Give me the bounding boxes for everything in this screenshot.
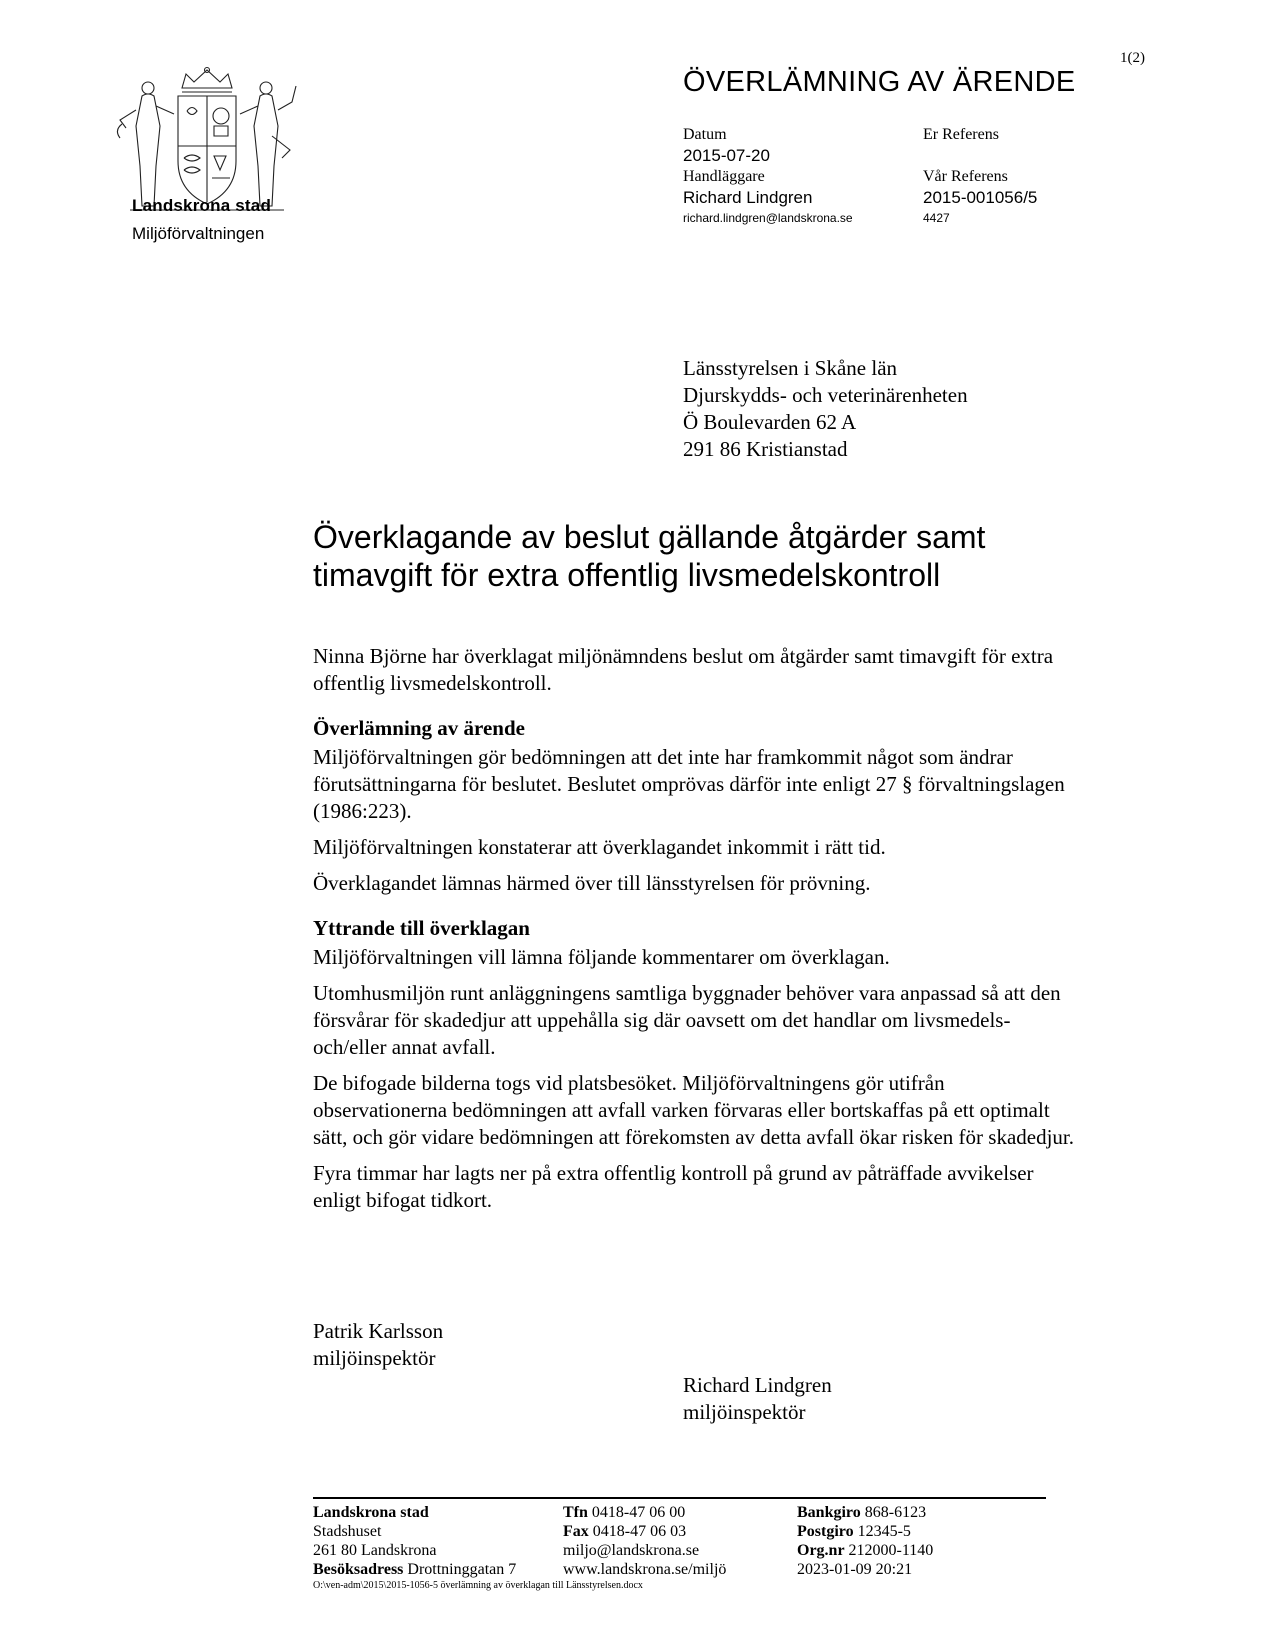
- heading-line: Överklagande av beslut gällande åtgärder samt: [313, 519, 986, 555]
- date-value: 2015-07-20: [683, 146, 770, 165]
- page-number: 1(2): [1120, 50, 1145, 66]
- footer-file-path: O:\ven-adm\2015\2015-1056-5 överlämning av överklagan till Länsstyrelsen.docx: [313, 1580, 643, 1591]
- org-department: Miljöförvaltningen: [132, 224, 265, 243]
- footer-tfn-value: 0418-47 06 00: [591, 1504, 686, 1521]
- our-reference-sub: 4427: [923, 211, 950, 225]
- footer-column-finance: [797, 1503, 933, 1579]
- body-paragraph: Miljöförvaltningen konstaterar att överklagandet inkommit i rätt tid.: [313, 835, 886, 859]
- section-heading-statement: Yttrande till överklagan: [313, 916, 530, 940]
- body-paragraph: Miljöförvaltningen gör bedömningen att det inte har framkommit något som ändrar förutsättningarna för beslutet. Beslutet omprövas därför inte enligt 27 § förvaltningslagen (1986:223).: [313, 745, 1065, 823]
- footer-email: miljo@landskrona.se: [563, 1542, 700, 1559]
- body-paragraph: De bifogade bilderna togs vid platsbesöket. Miljöförvaltningens gör utifrån observationerna bedömningen att avfall varken förvaras eller bortskaffas på ett optimalt sätt, och gör vidare bedömningen att förekomsten av detta avfall ökar risken för skadedjur.: [313, 1071, 1075, 1149]
- date-label: Datum: [683, 126, 727, 143]
- coat-of-arms-logo: [112, 66, 302, 216]
- our-reference-value: 2015-001056/5: [923, 188, 1038, 207]
- handler-email: richard.lindgren@landskrona.se: [683, 211, 853, 225]
- footer-orgnr-label: Org.nr: [797, 1542, 845, 1559]
- letter-body: [313, 643, 1083, 1223]
- recipient-line: Ö Boulevarden 62 A: [683, 410, 857, 434]
- footer-column-address: [313, 1503, 516, 1579]
- footer-tfn-label: Tfn: [563, 1504, 588, 1521]
- recipient-line: Länsstyrelsen i Skåne län: [683, 356, 898, 380]
- footer-postal: 261 80 Landskrona: [313, 1542, 437, 1559]
- footer-visit-value: Drottninggatan 7: [407, 1561, 517, 1578]
- org-name: Landskrona stad: [132, 196, 272, 215]
- their-reference-label: Er Referens: [923, 126, 999, 143]
- body-paragraph: Miljöförvaltningen vill lämna följande kommentarer om överklagan.: [313, 945, 890, 969]
- footer-orgnr-value: 212000-1140: [848, 1542, 934, 1559]
- footer-bankgiro-value: 868-6123: [864, 1504, 927, 1521]
- recipient-line: 291 86 Kristianstad: [683, 437, 848, 461]
- footer-divider: [313, 1497, 1046, 1499]
- footer-printed-date: 2023-01-09 20:21: [797, 1561, 913, 1578]
- signatory-title: miljöinspektör: [683, 1400, 806, 1424]
- footer-column-contact: [563, 1503, 726, 1579]
- footer-org-name: Landskrona stad: [313, 1504, 429, 1521]
- heading-line: timavgift för extra offentlig livsmedelskontroll: [313, 557, 941, 593]
- intro-paragraph: Ninna Björne har överklagat miljönämndens beslut om åtgärder samt timavgift för extra offentlig livsmedelskontroll.: [313, 644, 1054, 695]
- handler-name: Richard Lindgren: [683, 188, 813, 207]
- section-heading-transfer: Överlämning av ärende: [313, 716, 525, 740]
- footer-fax-value: 0418-47 06 03: [592, 1523, 687, 1540]
- footer-visit-label: Besöksadress: [313, 1561, 404, 1578]
- body-paragraph: Överklagandet lämnas härmed över till länsstyrelsen för prövning.: [313, 871, 871, 895]
- signature-block-1: [313, 1318, 443, 1372]
- handler-label: Handläggare: [683, 168, 765, 185]
- letter-heading: [313, 518, 1133, 594]
- footer-postgiro-value: 12345-5: [857, 1523, 911, 1540]
- signatory-name: Patrik Karlsson: [313, 1319, 444, 1343]
- recipient-line: Djurskydds- och veterinärenheten: [683, 383, 968, 407]
- body-paragraph: Fyra timmar har lagts ner på extra offentlig kontroll på grund av påträffade avvikelser enligt bifogat tidkort.: [313, 1161, 1034, 1212]
- signatory-title: miljöinspektör: [313, 1346, 436, 1370]
- document-title: ÖVERLÄMNING AV ÄRENDE: [683, 66, 1076, 98]
- footer-postgiro-label: Postgiro: [797, 1523, 854, 1540]
- our-reference-label: Vår Referens: [923, 168, 1008, 185]
- footer-website: www.landskrona.se/miljö: [563, 1561, 727, 1578]
- footer-fax-label: Fax: [563, 1523, 589, 1540]
- footer-building: Stadshuset: [313, 1523, 382, 1540]
- footer-bankgiro-label: Bankgiro: [797, 1504, 861, 1521]
- signature-block-2: [683, 1372, 832, 1426]
- body-paragraph: Utomhusmiljön runt anläggningens samtliga byggnader behöver vara anpassad så att den försvårar för skadedjur att uppehålla sig där oavsett om det handlar om livsmedels- och/eller annat avfall.: [313, 981, 1061, 1059]
- signatory-name: Richard Lindgren: [683, 1373, 832, 1397]
- recipient-address: [683, 355, 968, 463]
